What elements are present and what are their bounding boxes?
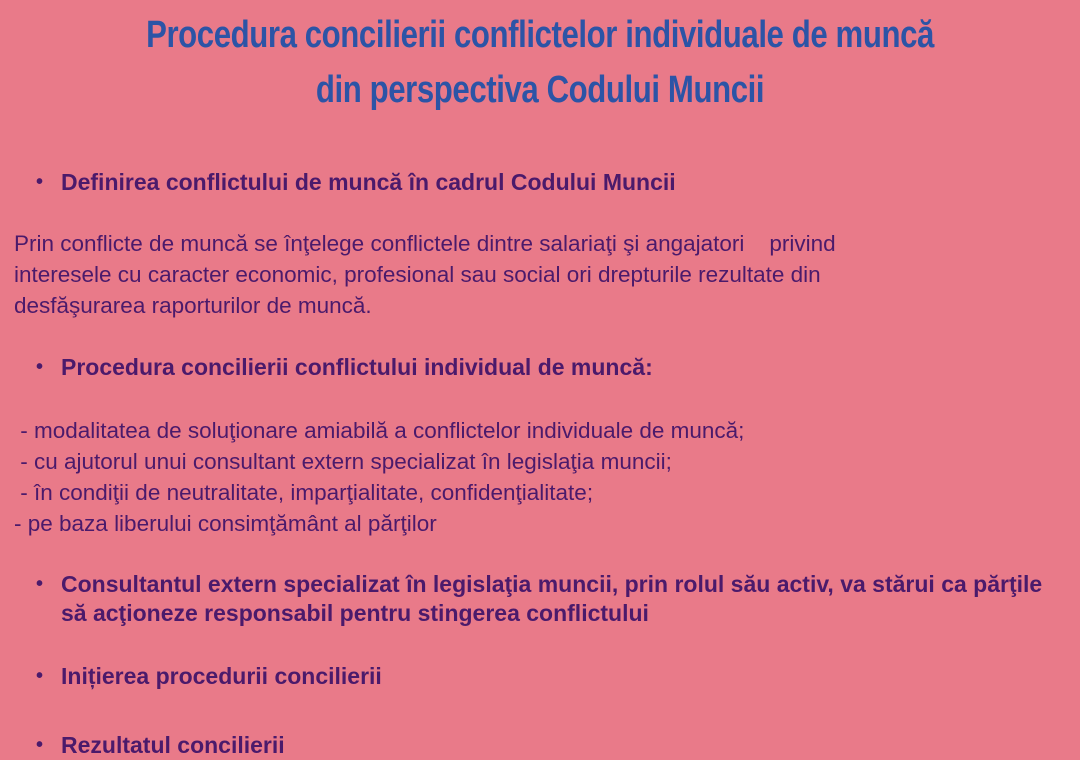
definition-line: Prin conflicte de muncă se înţelege conflictele dintre salariaţi şi angajatori privind	[14, 231, 836, 256]
bullet-result	[36, 731, 1051, 760]
bullet-initiation	[36, 662, 1051, 691]
initiation-heading: Inițierea procedurii concilierii	[61, 663, 382, 689]
definition-paragraph	[14, 228, 1064, 321]
definition-line: desfăşurarea raporturilor de muncă.	[14, 293, 372, 318]
definition-line: interesele cu caracter economic, profesional sau social ori drepturile rezultate din	[14, 262, 821, 287]
definition-heading: Definirea conflictului de muncă în cadrul Codului Muncii	[61, 169, 676, 195]
bullet-consultant	[36, 570, 1051, 628]
bullet-procedure	[36, 353, 1051, 382]
consultant-heading: Consultantul extern specializat în legislaţia muncii, prin rolul său activ, va stărui ca părţile să acţioneze responsabil pentru stingerea conflictului	[61, 571, 1043, 626]
procedure-item: - cu ajutorul unui consultant extern specializat în legislaţia muncii;	[14, 449, 672, 474]
procedure-item: - modalitatea de soluţionare amiabilă a conflictelor individuale de muncă;	[14, 418, 745, 443]
bullet-dot-icon: •	[36, 665, 44, 687]
title-line-2: din perspectiva Codului Muncii	[315, 69, 765, 111]
bullet-dot-icon: •	[36, 734, 44, 756]
procedure-list	[14, 415, 1064, 539]
title-line-1: Procedura concilierii conflictelor individuale de muncă	[146, 14, 934, 56]
bullet-dot-icon: •	[36, 171, 44, 193]
procedure-heading: Procedura concilierii conflictului individual de muncă:	[61, 354, 653, 380]
procedure-item: - pe baza liberului consimţământ al părţilor	[14, 511, 437, 536]
bullet-definition	[36, 168, 1051, 197]
page-title	[97, 8, 983, 118]
result-heading: Rezultatul concilierii	[61, 732, 285, 758]
bullet-dot-icon: •	[36, 356, 44, 378]
bullet-dot-icon: •	[36, 573, 44, 595]
procedure-item: - în condiţii de neutralitate, imparţialitate, confidenţialitate;	[14, 480, 594, 505]
